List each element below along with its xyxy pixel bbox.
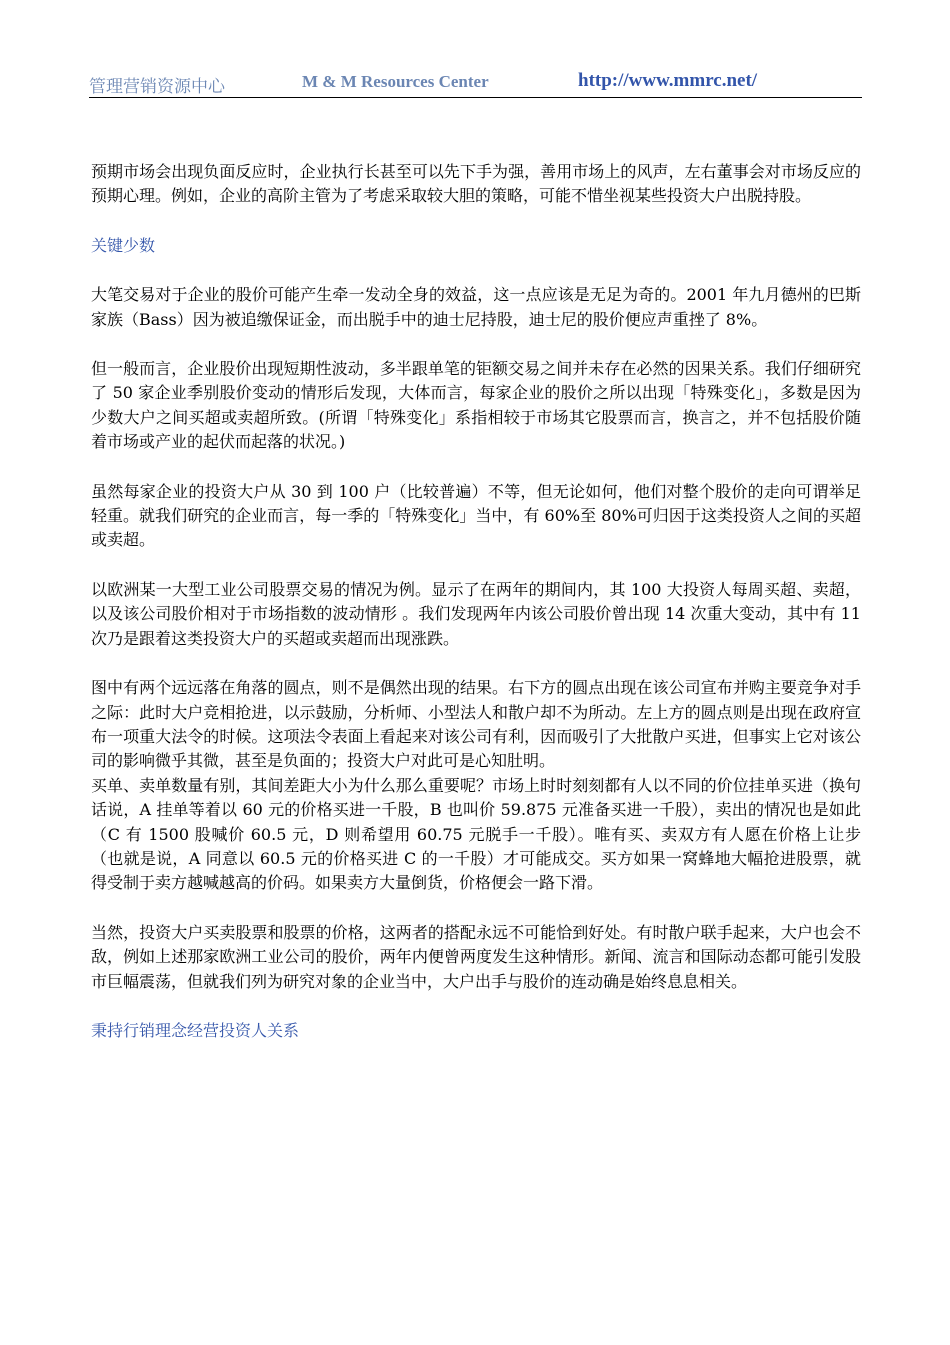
article-body [91, 160, 861, 1068]
header-url-link[interactable]: http://www.mmrc.net/ [578, 70, 758, 91]
section-heading: 秉持行销理念经营投资人关系 [91, 1020, 300, 1040]
paragraph: 虽然每家企业的投资大户从 30 到 100 户（比较普遍）不等，但无论如何，他们对整个股价的走向可谓举足轻重。就我们研究的企业而言，每一季的「特殊变化」当中，有 60%至 80%可归因于这类投资人之间的买超或卖超。 [91, 481, 861, 550]
paragraph: 图中有两个远远落在角落的圆点，则不是偶然出现的结果。右下方的圆点出现在该公司宣布并购主要竞争对手之际：此时大户竞相抢进，以示鼓励，分析师、小型法人和散户却不为所动。左上方的圆点则是出现在政府宣布一项重大法令的时候。这项法令表面上看起来对该公司有利，因而吸引了大批散户买进，但事实上它对该公司的影响微乎其微，甚至是负面的；投资大户对此可是心知肚明。 [91, 678, 861, 771]
paragraph: 但一般而言，企业股价出现短期性波动，多半跟单笔的钜额交易之间并未存在必然的因果关系。我们仔细研究了 50 家企业季别股价变动的情形后发现，大体而言，每家企业的股价之所以出现「特殊变化」，多数是因为少数大户之间买超或卖超所致。(所谓「特殊变化」系指相较于市场其它股票而言，换言之，并不包括股价随着市场或产业的起伏而起落的状况。) [91, 359, 861, 452]
header-org-cn: 管理营销资源中心 [89, 77, 225, 97]
page-header [89, 70, 862, 98]
paragraph: 当然，投资大户买卖股票和股票的价格，这两者的搭配永远不可能恰到好处。有时散户联手起来，大户也会不敌，例如上述那家欧洲工业公司的股价，两年内便曾两度发生这种情形。新闻、流言和国际动态都可能引发股市巨幅震荡，但就我们列为研究对象的企业当中，大户出手与股价的连动确是始终息息相关。 [91, 922, 861, 991]
paragraph: 预期市场会出现负面反应时，企业执行长甚至可以先下手为强，善用市场上的风声，左右董事会对市场反应的预期心理。例如，企业的高阶主管为了考虑采取较大胆的策略，可能不惜坐视某些投资大户出脱持股。 [91, 162, 861, 206]
paragraph: 以欧洲某一大型工业公司股票交易的情况为例。显示了在两年的期间内，其 100 大投资人每周买超、卖超，以及该公司股价相对于市场指数的波动情形 。我们发现两年内该公司股价曾出现 14 次重大变动，其中有 11 次乃是跟着这类投资大户的买超或卖超而出现涨跌。 [91, 579, 861, 648]
section-heading: 关键少数 [91, 235, 156, 255]
header-org-en: M & M Resources Center [302, 72, 489, 91]
paragraph: 大笔交易对于企业的股价可能产生牵一发动全身的效益，这一点应该是无足为奇的。2001 年九月德州的巴斯家族（Bass）因为被追缴保证金，而出脱手中的迪士尼持股，迪士尼的股价便应声重挫了 8%。 [91, 285, 861, 329]
paragraph: 买单、卖单数量有别，其间差距大小为什么那么重要呢？市场上时时刻刻都有人以不同的价位挂单买进（换句话说，A 挂单等着以 60 元的价格买进一千股，B 也叫价 59.875 元准备买进一千股），卖出的情况也是如此（C 有 1500 股喊价 60.5 元，D 则希望用 60.75 元脱手一千股）。唯有买、卖双方有人愿在价格上让步（也就是说，A 同意以 60.5 元的价格买进 C 的一千股）才可能成交。买方如果一窝蜂地大幅抢进股票，就得受制于卖方越喊越高的价码。如果卖方大量倒货，价格便会一路下滑。 [91, 775, 861, 893]
